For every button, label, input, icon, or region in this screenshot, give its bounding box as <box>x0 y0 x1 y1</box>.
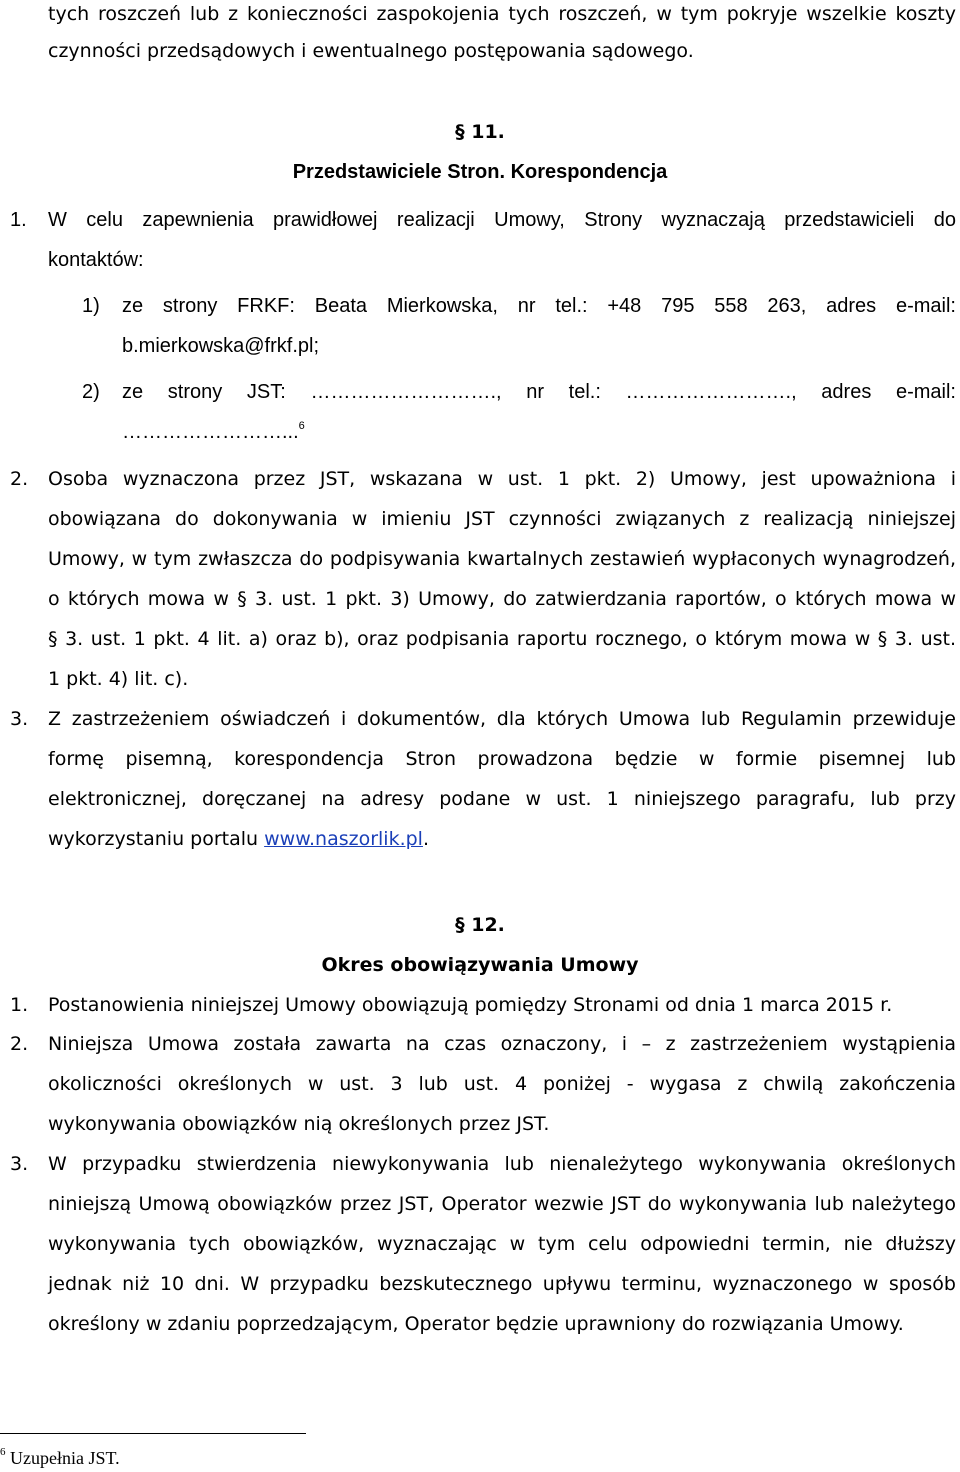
paragraph-line: ze strony JST: ………………………., nr tel.: ……………………., adres e-mail: <box>122 381 956 403</box>
text: . <box>422 828 430 850</box>
footnote-marker: 6 <box>0 1446 6 1458</box>
section-11-title: Przedstawiciele Stron. Korespondencja <box>292 161 668 183</box>
paragraph-line: W przypadku stwierdzenia niewykonywania lub nienależytego wykonywania określonych <box>48 1153 956 1175</box>
paragraph-line: Osoba wyznaczona przez JST, wskazana w ust. 1 pkt. 2) Umowy, jest upoważniona i <box>48 468 956 490</box>
paragraph-line: o których mowa w § 3. ust. 1 pkt. 3) Umowy, do zatwierdzania raportów, o których mowa w <box>48 588 956 610</box>
section-12-heading: § 12. <box>455 914 505 936</box>
item-number: 1. <box>10 994 29 1016</box>
paragraph-line: Postanowienia niniejszej Umowy obowiązują pomiędzy Stronami od dnia 1 marca 2015 r. <box>48 994 893 1016</box>
paragraph-line: 1 pkt. 4) lit. c). <box>48 668 189 690</box>
paragraph-line: czynności przedsądowych i ewentualnego postępowania sądowego. <box>48 40 694 62</box>
item-number: 3. <box>10 708 29 730</box>
paragraph-line: W celu zapewnienia prawidłowej realizacji Umowy, Strony wyznaczają przedstawicieli do <box>48 209 956 231</box>
paragraph-line: kontaktów: <box>48 249 144 271</box>
paragraph-line: ze strony FRKF: Beata Mierkowska, nr tel.: +48 795 558 263, adres e-mail: <box>122 295 956 317</box>
subitem-number: 1) <box>82 295 100 317</box>
section-12-title: Okres obowiązywania Umowy <box>321 954 639 976</box>
footnote-ref: 6 <box>298 420 305 432</box>
footnote-text: Uzupełnia JST. <box>10 1448 120 1468</box>
subitem-number: 2) <box>82 381 100 403</box>
paragraph-line: wykonywania tych obowiązków, wyznaczając w tym celu odpowiedni termin, nie dłuższy <box>48 1233 956 1255</box>
item-number: 2. <box>10 468 29 490</box>
paragraph-line: Niniejsza Umowa została zawarta na czas oznaczony, i – z zastrzeżeniem wystąpienia <box>48 1033 956 1055</box>
footnote <box>0 1445 120 1471</box>
paragraph-line: obowiązana do dokonywania w imieniu JST czynności związanych z realizacją niniejszej <box>48 508 956 530</box>
paragraph-line: wykonywania obowiązków nią określonych przez JST. <box>48 1113 550 1135</box>
paragraph-line <box>48 825 429 853</box>
paragraph-line: określony w zdaniu poprzedzającym, Operator będzie uprawniony do rozwiązania Umowy. <box>48 1313 904 1335</box>
paragraph-line: okoliczności określonych w ust. 3 lub ust. 4 poniżej - wygasa z chwilą zakończenia <box>48 1073 956 1095</box>
paragraph-line: elektronicznej, doręczanej na adresy podane w ust. 1 niniejszego paragrafu, lub przy <box>48 788 956 810</box>
item-number: 3. <box>10 1153 29 1175</box>
paragraph-line: § 3. ust. 1 pkt. 4 lit. a) oraz b), oraz podpisania raportu rocznego, o którym mowa w § 3. ust. <box>48 628 956 650</box>
text: wykorzystaniu portalu <box>48 828 265 850</box>
section-11-heading: § 11. <box>455 121 505 143</box>
placeholder-dots: ……………………... <box>122 421 299 443</box>
paragraph-line: tych roszczeń lub z konieczności zaspokojenia tych roszczeń, w tym pokryje wszelkie koszty <box>48 3 956 25</box>
portal-link[interactable]: www.naszorlik.pl <box>264 828 423 850</box>
paragraph-line: niniejszą Umową obowiązków przez JST, Operator wezwie JST do wykonywania lub należytego <box>48 1193 956 1215</box>
item-number: 2. <box>10 1033 29 1055</box>
footnote-divider <box>0 1433 306 1434</box>
email-text: b.mierkowska@frkf.pl; <box>122 335 320 357</box>
paragraph-line: Z zastrzeżeniem oświadczeń i dokumentów, dla których Umowa lub Regulamin przewiduje <box>48 708 956 730</box>
placeholder-line <box>122 418 305 446</box>
paragraph-line: Umowy, w tym zwłaszcza do podpisywania kwartalnych zestawień wypłaconych wynagrodzeń, <box>48 548 956 570</box>
item-number: 1. <box>10 209 27 231</box>
paragraph-line: jednak niż 10 dni. W przypadku bezskutecznego upływu terminu, wyznaczonego w sposób <box>48 1273 956 1295</box>
paragraph-line: formę pisemną, korespondencja Stron prowadzona będzie w formie pisemnej lub <box>48 748 956 770</box>
